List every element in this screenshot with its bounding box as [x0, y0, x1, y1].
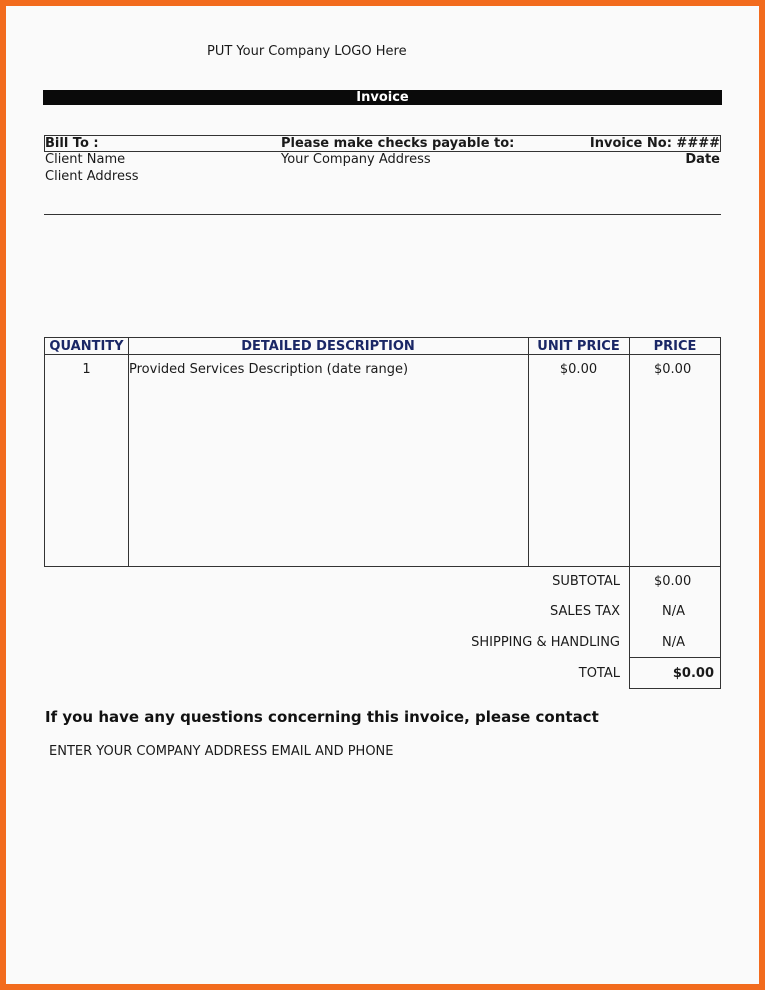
company-address: Your Company Address [281, 152, 431, 167]
total-top-rule [629, 657, 721, 658]
invoice-number: Invoice No: #### [589, 136, 720, 151]
totals-right-rule [720, 566, 721, 689]
table-top-rule [44, 337, 721, 338]
total-bottom-rule [629, 688, 721, 689]
questions-note: If you have any questions concerning this invoice, please contact [45, 708, 599, 726]
col-header-description: DETAILED DESCRIPTION [241, 339, 415, 354]
bill-to-label: Bill To : [45, 136, 99, 151]
billto-section-divider [44, 214, 721, 215]
col-header-quantity: QUANTITY [49, 339, 124, 354]
table-bottom-rule [44, 566, 721, 567]
col-header-unit-price: UNIT PRICE [537, 339, 620, 354]
subtotal-value: $0.00 [654, 574, 692, 589]
logo-placeholder: PUT Your Company LOGO Here [207, 44, 407, 59]
invoice-title-bar: Invoice [43, 90, 722, 105]
contact-info: ENTER YOUR COMPANY ADDRESS EMAIL AND PHONE [49, 744, 394, 759]
row-quantity: 1 [82, 362, 91, 377]
payable-label: Please make checks payable to: [281, 136, 515, 151]
sales-tax-label: SALES TAX [550, 604, 620, 619]
total-label: TOTAL [578, 666, 620, 681]
client-address: Client Address [45, 169, 139, 184]
subtotal-label: SUBTOTAL [552, 574, 620, 589]
shipping-value: N/A [662, 635, 685, 650]
client-name: Client Name [45, 152, 126, 167]
table-col-rule-3 [629, 337, 630, 567]
billto-right-rule [720, 135, 721, 152]
col-header-price: PRICE [653, 339, 697, 354]
shipping-label: SHIPPING & HANDLING [471, 635, 620, 650]
table-right-rule [720, 337, 721, 567]
row-price: $0.00 [654, 362, 692, 377]
invoice-date: Date [685, 152, 720, 167]
total-value: $0.00 [672, 666, 714, 681]
sales-tax-value: N/A [662, 604, 685, 619]
row-unit-price: $0.00 [559, 362, 598, 377]
row-description: Provided Services Description (date range) [129, 362, 409, 377]
